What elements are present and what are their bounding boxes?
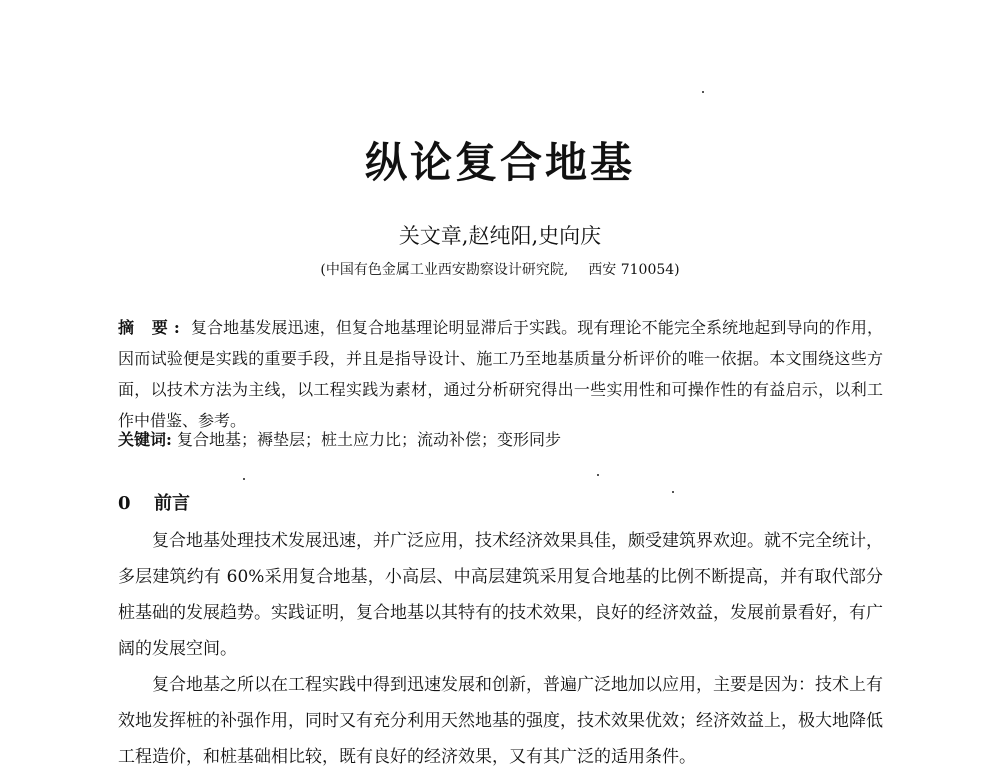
scan-speck xyxy=(243,478,245,480)
keywords-label: 关键词: xyxy=(118,430,172,449)
affiliation-institute: (中国有色金属工业西安勘察设计研究院, xyxy=(320,262,569,278)
body-paragraph: 复合地基处理技术发展迅速，并广泛应用，技术经济效果具佳，颇受建筑界欢迎。就不完全统计，多层建筑约有 60%采用复合地基，小高层、中高层建筑采用复合地基的比例不断提高，并有取代部分桩基础的发展趋势。实践证明，复合地基以其特有的技术效果，良好的经济效益，发展前景看好，有广阔的发展空间。 xyxy=(118,531,883,659)
section-title: 前言 xyxy=(154,493,190,514)
abstract-text: 复合地基发展迅速，但复合地基理论明显滞后于实践。现有理论不能完全系统地起到导向的作用，因而试验便是实践的重要手段，并且是指导设计、施工乃至地基质量分析评价的唯一依据。本文围绕这些方面，以技术方法为主线，以工程实践为素材，通过分析研究得出一些实用性和可操作性的有益启示，以利工作中借鉴、参考。 xyxy=(118,318,883,430)
keywords xyxy=(118,424,883,455)
abstract xyxy=(118,312,883,436)
scan-speck xyxy=(672,491,674,493)
paper-authors: 关文章,赵纯阳,史向庆 xyxy=(398,224,602,248)
keywords-text: 复合地基；褥垫层；桩土应力比；流动补偿；变形同步 xyxy=(177,430,562,449)
section-body xyxy=(118,523,883,775)
paper-title: 纵论复合地基 xyxy=(364,138,635,187)
section-number: 0 xyxy=(118,493,131,514)
affiliation-city-postcode: 西安 710054) xyxy=(588,262,680,278)
scan-speck xyxy=(702,91,704,93)
abstract-label: 摘 要: xyxy=(118,318,186,337)
body-paragraph: 复合地基之所以在工程实践中得到迅速发展和创新，普遍广泛地加以应用，主要是因为：技术上有效地发挥桩的补强作用，同时又有充分利用天然地基的强度，技术效果优效；经济效益上，极大地降低工程造价，和桩基础相比较，既有良好的经济效果，又有其广泛的适用条件。 xyxy=(118,675,883,767)
author-affiliation xyxy=(0,259,1000,279)
section-heading xyxy=(118,489,190,515)
scan-speck xyxy=(597,474,599,476)
